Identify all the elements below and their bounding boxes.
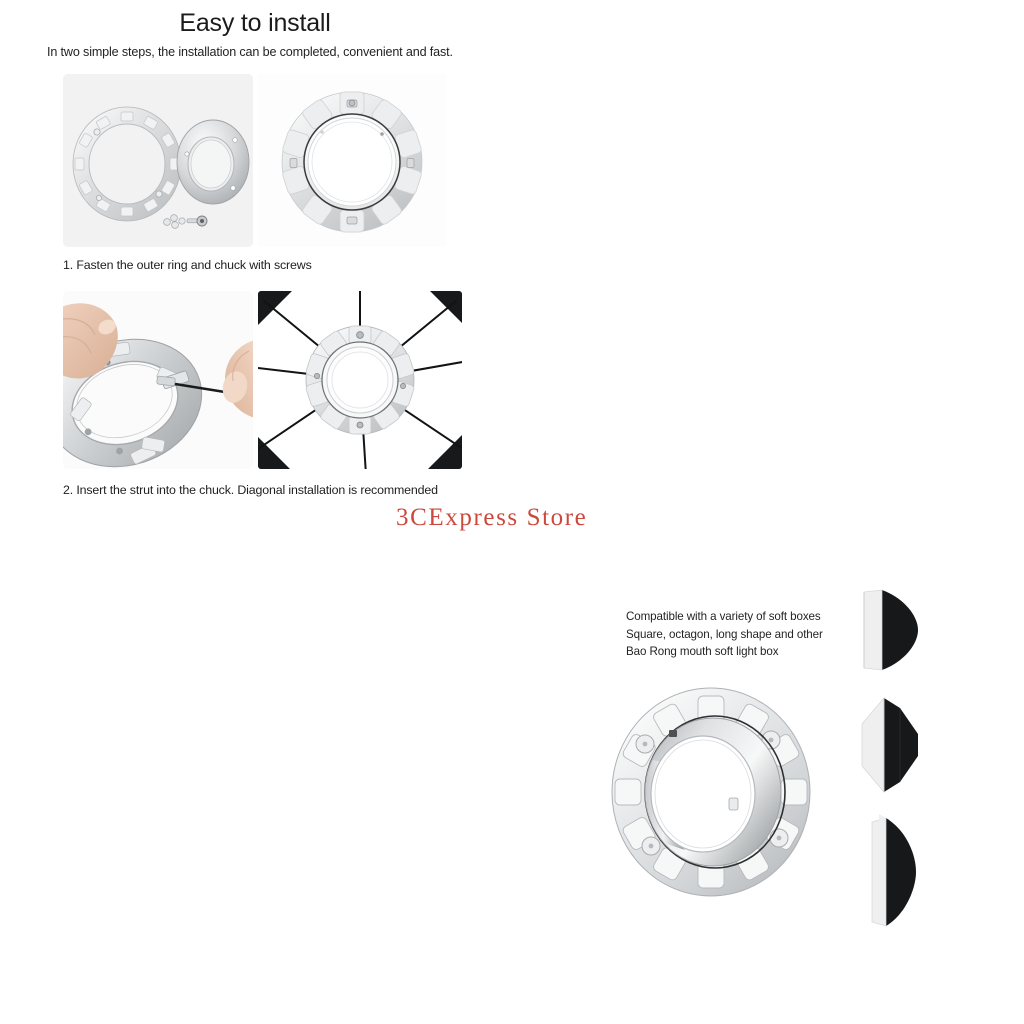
page-title: Easy to install (179, 9, 331, 37)
hero-speed-ring-image (606, 686, 816, 898)
step-2-caption: 2. Insert the strut into the chuck. Diagonal installation is recommended (63, 483, 438, 497)
step2-photo-ring-with-struts (258, 291, 462, 469)
step-1-caption: 1. Fasten the outer ring and chuck with screws (63, 258, 312, 272)
compatibility-line-1: Compatible with a variety of soft boxes (626, 610, 821, 623)
step1-photo-ring-and-chuck (63, 74, 253, 247)
step1-photo-assembled-ring (258, 74, 446, 247)
softbox-thumb-octagon (856, 694, 926, 796)
compatibility-line-3: Bao Rong mouth soft light box (626, 645, 779, 658)
compatibility-line-2: Square, octagon, long shape and other (626, 627, 823, 641)
softbox-thumb-strip (866, 812, 922, 930)
compatibility-text (626, 608, 823, 661)
step2-photo-inserting-strut (63, 291, 253, 469)
page-subtitle: In two simple steps, the installation can be completed, convenient and fast. (47, 45, 453, 59)
softbox-thumb-square (860, 588, 922, 672)
store-watermark: 3CExpress Store (396, 504, 588, 531)
